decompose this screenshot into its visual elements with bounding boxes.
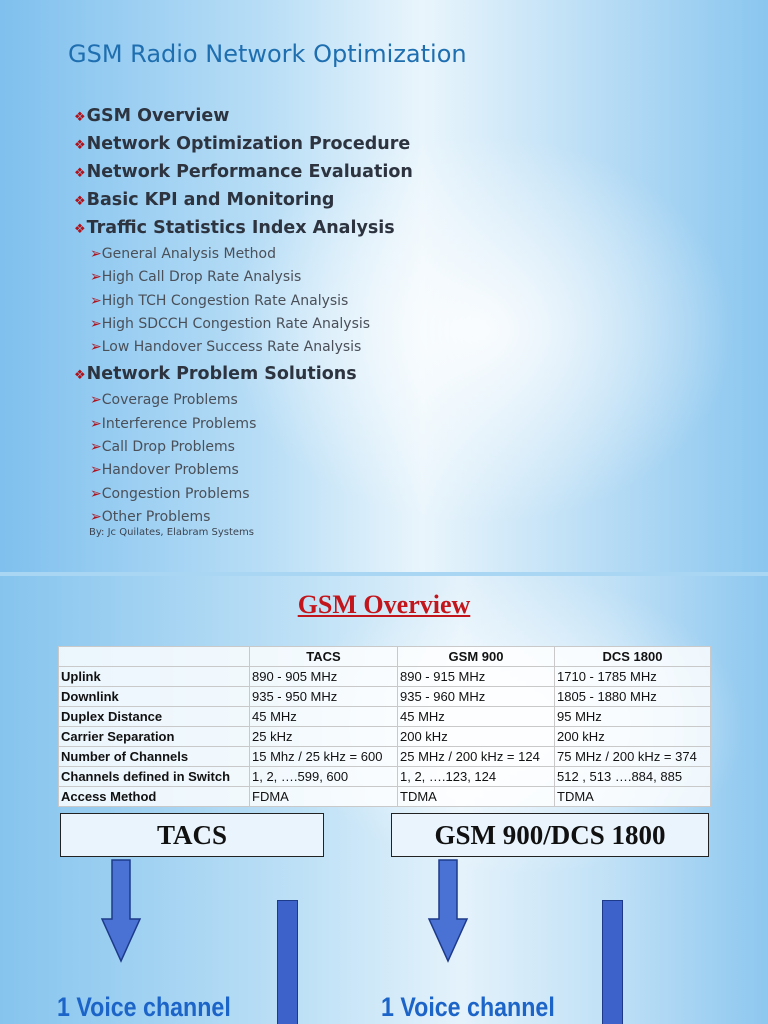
arrow-bullet-icon: ➢ (90, 415, 102, 432)
table-cell: 25 kHz (250, 727, 398, 747)
arrow-bullet-icon: ➢ (90, 315, 102, 332)
outline-subitem-label: Coverage Problems (101, 392, 238, 409)
table-cell: 1710 - 1785 MHz (555, 667, 711, 687)
table-cell: 1805 - 1880 MHz (555, 687, 711, 707)
arrow-bullet-icon: ➢ (90, 339, 102, 356)
table-cell: 45 MHz (250, 707, 398, 727)
outline-item-label: Traffic Statistics Index Analysis (86, 218, 395, 238)
byline: By: Jc Quilates, Elabram Systems (89, 527, 254, 538)
outline-subitem-label: Call Drop Problems (101, 439, 235, 456)
outline-subitem-label: High SDCCH Congestion Rate Analysis (101, 315, 371, 332)
outline-subitem (74, 484, 413, 507)
table-row (59, 727, 711, 747)
outline-subitem-label: Handover Problems (101, 462, 239, 479)
table-row (59, 787, 711, 807)
table-header-cell: DCS 1800 (555, 647, 711, 667)
table-header-cell (59, 647, 250, 667)
diamond-bullet-icon: ❖ (74, 194, 86, 209)
diamond-bullet-icon: ❖ (74, 166, 86, 181)
table-row-label: Access Method (59, 787, 250, 807)
table-header-cell: GSM 900 (398, 647, 555, 667)
gsm-dcs-box: GSM 900/DCS 1800 (391, 813, 709, 857)
table-row (59, 667, 711, 687)
down-arrow-icon (100, 859, 142, 963)
outline-item-label: Network Performance Evaluation (86, 162, 413, 182)
vertical-bar (602, 900, 623, 1024)
outline-item (74, 104, 413, 132)
table-header-row (59, 647, 711, 667)
outline-item-label: Network Optimization Procedure (86, 134, 411, 154)
table-cell: 25 MHz / 200 kHz = 124 (398, 747, 555, 767)
outline-item (74, 362, 413, 390)
table-row-label: Uplink (59, 667, 250, 687)
outline-subitem-label: Congestion Problems (101, 485, 250, 502)
outline-subitem (74, 414, 413, 437)
spec-table (58, 646, 711, 807)
arrow-bullet-icon: ➢ (90, 292, 102, 309)
arrow-bullet-icon: ➢ (90, 508, 102, 525)
outline-item-label: Network Problem Solutions (86, 364, 357, 385)
table-cell: 1, 2, ….123, 124 (398, 767, 555, 787)
voice-channel-label-right: 1 Voice channel (381, 992, 555, 1022)
table-cell: TDMA (398, 787, 555, 807)
outline-item-label: Basic KPI and Monitoring (86, 190, 335, 210)
diamond-bullet-icon: ❖ (74, 138, 86, 153)
table-cell: 45 MHz (398, 707, 555, 727)
outline-subitem (74, 244, 413, 267)
table-row (59, 747, 711, 767)
outline-subitem (74, 267, 413, 290)
outline-item (74, 188, 413, 216)
table-cell: 935 - 960 MHz (398, 687, 555, 707)
outline-subitem-label: High Call Drop Rate Analysis (101, 269, 302, 286)
table-row (59, 767, 711, 787)
diamond-bullet-icon: ❖ (74, 222, 86, 237)
table-row (59, 707, 711, 727)
table-body (59, 667, 711, 807)
diamond-bullet-icon: ❖ (74, 110, 86, 125)
slide-title: GSM Radio Network Optimization (68, 40, 467, 68)
voice-channel-label-left: 1 Voice channel (57, 992, 231, 1022)
diamond-bullet-icon: ❖ (74, 368, 86, 384)
table-header-cell: TACS (250, 647, 398, 667)
outline-subitem (74, 460, 413, 483)
arrow-bullet-icon: ➢ (90, 462, 102, 479)
arrow-bullet-icon: ➢ (90, 485, 102, 502)
outline-subitem-label: High TCH Congestion Rate Analysis (101, 292, 349, 309)
table-row-label: Carrier Separation (59, 727, 250, 747)
tacs-box: TACS (60, 813, 324, 857)
outline-subitem (74, 314, 413, 337)
table-cell: 1, 2, ….599, 600 (250, 767, 398, 787)
outline-item (74, 216, 413, 244)
table-cell: 200 kHz (555, 727, 711, 747)
outline-subitem (74, 390, 413, 413)
table-cell: 890 - 915 MHz (398, 667, 555, 687)
outline-item-label: GSM Overview (86, 106, 230, 126)
table-row-label: Duplex Distance (59, 707, 250, 727)
table-cell: 95 MHz (555, 707, 711, 727)
table-cell: FDMA (250, 787, 398, 807)
outline-subitem-label: Low Handover Success Rate Analysis (101, 339, 362, 356)
down-arrow-icon (427, 859, 469, 963)
arrow-bullet-icon: ➢ (90, 392, 102, 409)
outline-subitem (74, 337, 413, 360)
outline-subitem-label: Other Problems (101, 508, 211, 525)
vertical-bar (277, 900, 298, 1024)
table-cell: 935 - 950 MHz (250, 687, 398, 707)
table-row-label: Channels defined in Switch (59, 767, 250, 787)
table-cell: TDMA (555, 787, 711, 807)
table-cell: 890 - 905 MHz (250, 667, 398, 687)
outline-subitem (74, 437, 413, 460)
arrow-bullet-icon: ➢ (90, 269, 102, 286)
outline-item (74, 160, 413, 188)
outline-subitem-label: General Analysis Method (101, 246, 276, 262)
table-cell: 75 MHz / 200 kHz = 374 (555, 747, 711, 767)
outline-subitem (74, 291, 413, 314)
section-title: GSM Overview (297, 590, 471, 619)
outline-item (74, 132, 413, 160)
outline-list (74, 104, 413, 530)
arrow-bullet-icon: ➢ (90, 439, 102, 456)
table-cell: 15 Mhz / 25 kHz = 600 (250, 747, 398, 767)
gsm-overview-slide (0, 576, 768, 1024)
table-row-label: Downlink (59, 687, 250, 707)
outline-subitem-label: Interference Problems (101, 415, 257, 432)
table-cell: 200 kHz (398, 727, 555, 747)
table-row (59, 687, 711, 707)
arrow-bullet-icon: ➢ (90, 246, 102, 262)
table-cell: 512 , 513 ….884, 885 (555, 767, 711, 787)
table-row-label: Number of Channels (59, 747, 250, 767)
